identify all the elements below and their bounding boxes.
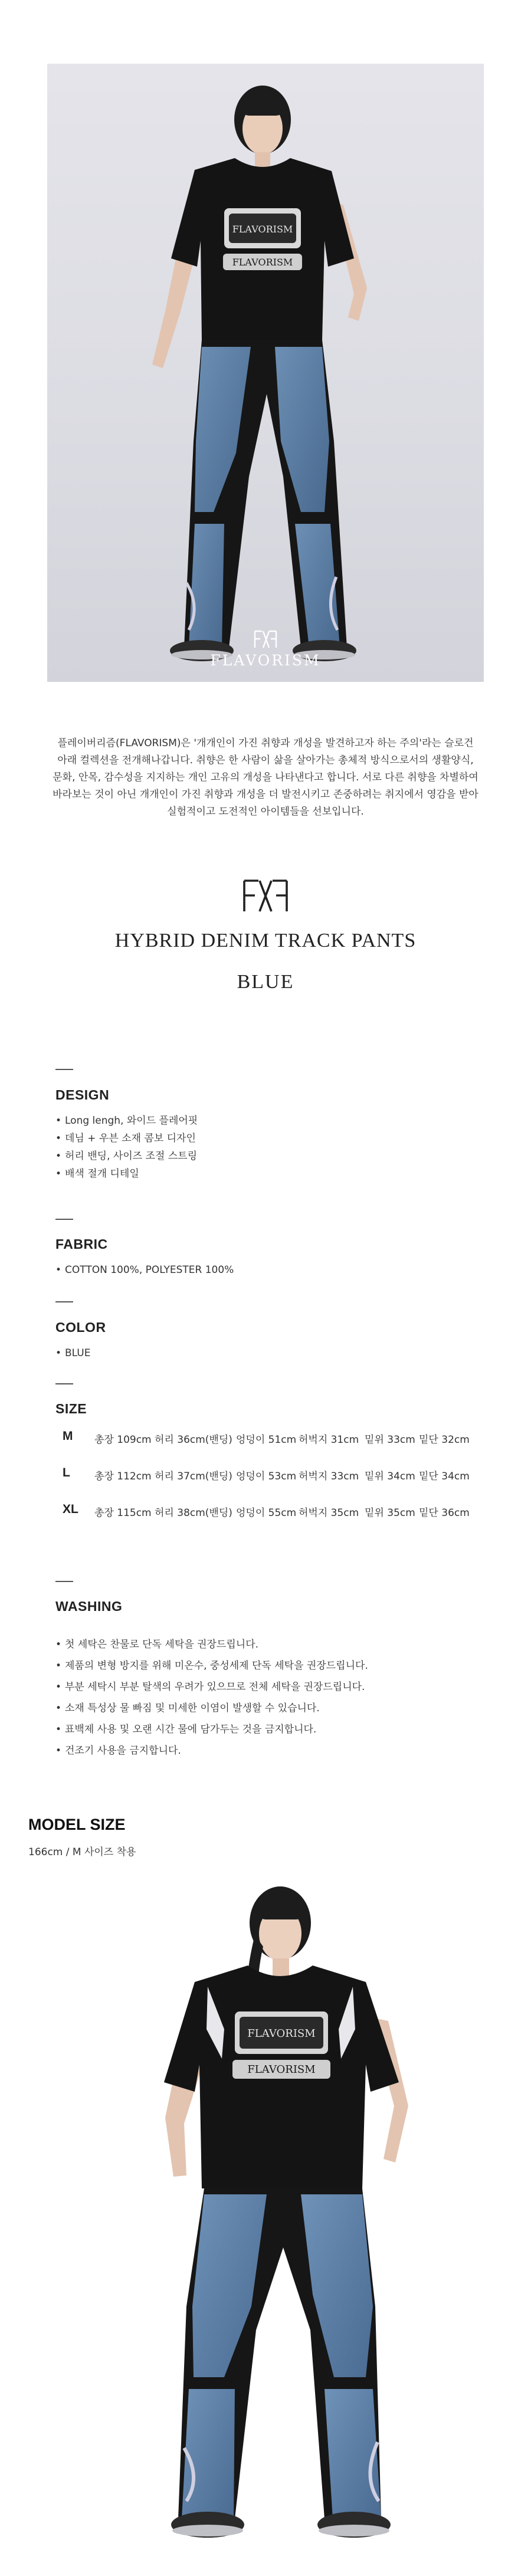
- list-item: • COTTON 100%, POLYESTER 100%: [55, 1264, 234, 1276]
- section-divider: [55, 1069, 73, 1070]
- size-waist: 허리 38cm(밴딩): [155, 1507, 232, 1519]
- size-thigh: 허벅지 35cm: [299, 1507, 359, 1519]
- model-photo: [47, 1882, 484, 2560]
- fabric-list: [55, 1261, 234, 1279]
- svg-text:FLAVORISM: FLAVORISM: [247, 2063, 316, 2076]
- list-item: • BLUE: [55, 1347, 91, 1359]
- color-list: [55, 1344, 90, 1362]
- size-rise: 밑위 34cm: [365, 1471, 415, 1482]
- model-size-info: 166cm / M 사이즈 착용: [28, 1846, 136, 1858]
- hero-photo: [47, 64, 484, 682]
- hero-brand-logo: [47, 629, 484, 669]
- size-hem: 밑단 32cm: [419, 1434, 470, 1446]
- size-hip: 엉덩이 55cm: [236, 1507, 297, 1519]
- size-thigh: 허벅지 33cm: [299, 1471, 359, 1482]
- list-item: • 부분 세탁시 부분 탈색의 우려가 있으므로 전체 세탁을 권장드립니다.: [55, 1681, 365, 1693]
- washing-heading: WASHING: [55, 1599, 123, 1614]
- brand-intro-paragraph: [24, 735, 507, 821]
- section-divider: [55, 1219, 73, 1220]
- brand-monogram-icon: [241, 878, 290, 914]
- intro-line: 바라보는 것이 아닌 개개인이 가진 취향과 개성을 더 발전시키고 존중하려는 취지에서 영감을 받아: [53, 789, 478, 800]
- model-full-figure-illustration: [47, 64, 484, 682]
- size-hem: 밑단 34cm: [419, 1471, 470, 1482]
- svg-text:FLAVORISM: FLAVORISM: [232, 257, 293, 268]
- color-heading: COLOR: [55, 1320, 106, 1335]
- size-hip: 엉덩이 53cm: [236, 1471, 297, 1482]
- list-item: • 소재 특성상 물 빠짐 및 미세한 이염이 발생할 수 있습니다.: [55, 1702, 320, 1714]
- size-waist: 허리 36cm(밴딩): [155, 1434, 232, 1446]
- size-total-length: 총장 115cm: [94, 1507, 152, 1519]
- washing-list: [55, 1634, 368, 1761]
- size-total-length: 총장 109cm: [94, 1434, 152, 1446]
- size-rise: 밑위 35cm: [365, 1507, 415, 1519]
- svg-text:FLAVORISM: FLAVORISM: [232, 224, 293, 235]
- design-heading: DESIGN: [55, 1087, 110, 1102]
- fabric-heading: FABRIC: [55, 1236, 108, 1252]
- intro-line: 문화, 안목, 감수성을 지지하는 개인 고유의 개성을 나타낸다고 합니다. 서로 다른 취향을 차별하여: [53, 772, 478, 783]
- intro-line: 실험적이고 도전적인 아이템들을 선보입니다.: [167, 806, 364, 818]
- hero-brand-name: FLAVORISM: [210, 652, 321, 669]
- model-size-heading: MODEL SIZE: [28, 1816, 126, 1833]
- section-divider: [55, 1383, 73, 1384]
- size-total-length: 총장 112cm: [94, 1471, 152, 1482]
- list-item: • 허리 밴딩, 사이즈 조절 스트링: [55, 1150, 198, 1162]
- intro-line: 아래 컬렉션을 전개해나갑니다. 취향은 한 사람이 삶을 살아가는 총체적 방식으로서의 생활양식,: [57, 754, 474, 766]
- section-divider: [55, 1301, 73, 1302]
- size-label: M: [63, 1429, 73, 1443]
- size-waist: 허리 37cm(밴딩): [155, 1471, 232, 1482]
- size-label: XL: [63, 1502, 78, 1516]
- list-item: • 데님 + 우븐 소재 콤보 디자인: [55, 1133, 196, 1144]
- svg-text:FLAVORISM: FLAVORISM: [247, 2027, 316, 2040]
- list-item: • Long lengh, 와이드 플레어핏: [55, 1115, 198, 1127]
- brand-monogram-icon: [253, 629, 278, 649]
- design-list: [55, 1112, 198, 1183]
- size-hip: 엉덩이 51cm: [236, 1434, 297, 1446]
- intro-line: 플레이버리즘(FLAVORISM)은 '개개인이 가진 취향과 개성을 발견하고자 하는 주의'라는 슬로건: [57, 737, 474, 749]
- list-item: • 배색 절개 디테일: [55, 1168, 139, 1180]
- size-label: L: [63, 1466, 70, 1479]
- size-thigh: 허벅지 31cm: [299, 1434, 359, 1446]
- size-heading: SIZE: [55, 1401, 87, 1416]
- list-item: • 제품의 변형 방지를 위해 미온수, 중성세제 단독 세탁을 권장드립니다.: [55, 1660, 368, 1672]
- product-name: HYBRID DENIM TRACK PANTS: [114, 930, 417, 951]
- product-color: BLUE: [237, 971, 294, 993]
- size-hem: 밑단 36cm: [419, 1507, 470, 1519]
- list-item: • 표백제 사용 및 오랜 시간 물에 담가두는 것을 금지합니다.: [55, 1724, 317, 1735]
- section-divider: [55, 1581, 73, 1582]
- list-item: • 건조기 사용을 금지합니다.: [55, 1745, 181, 1757]
- list-item: • 첫 세탁은 찬물로 단독 세탁을 권장드립니다.: [55, 1639, 259, 1650]
- size-rise: 밑위 33cm: [365, 1434, 415, 1446]
- model-figure-illustration: [47, 1882, 484, 2560]
